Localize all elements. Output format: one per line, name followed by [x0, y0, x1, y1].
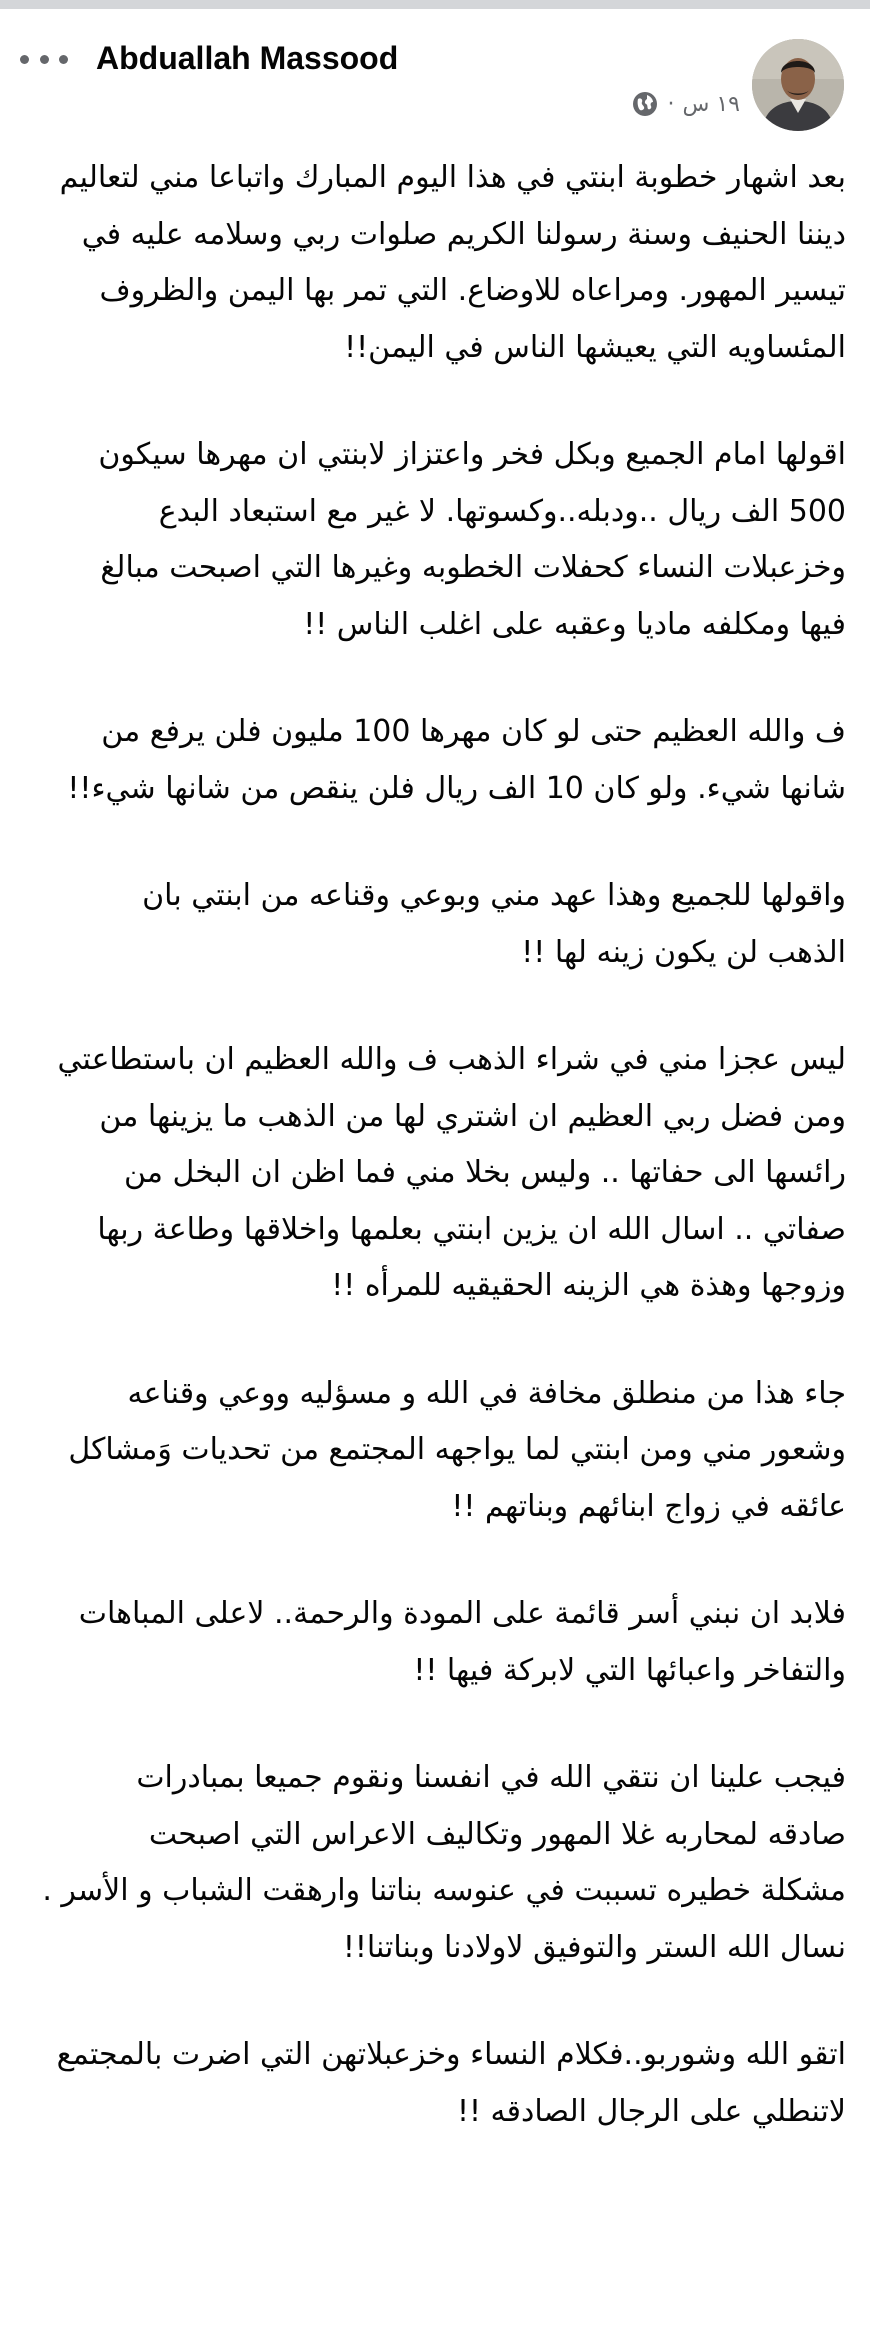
post-paragraph: اتقو الله وشوربو..فكلام النساء وخزعبلاتهن التي اضرت بالمجتمع لاتنطلي على الرجال الصادقه !!	[56, 2037, 846, 2129]
post-timestamp[interactable]: ١٩ س	[682, 91, 740, 117]
author-name[interactable]: Abduallah Massood	[96, 40, 399, 76]
post-paragraph: اقولها امام الجميع وبكل فخر واعتزاز لابنتي ان مهرها سيكون 500 الف ريال ..ودبله..وكسوتها. لا غير مع استبعاد البدع وخزعبلات النساء كحفلات الخطوبه وغيرها التي اصبحت مبالغ فيها ومكلفه ماديا وعقبه على اغلب الناس !!	[98, 437, 846, 642]
author-avatar[interactable]	[752, 39, 844, 131]
more-dot-icon	[20, 55, 29, 64]
post-paragraph: فلابد ان نبني أسر قائمة على المودة والرحمة.. لاعلى المباهات والتفاخر واعبائها التي لابركة فيها !!	[78, 1596, 846, 1688]
post-paragraph: بعد اشهار خطوبة ابنتي في هذا اليوم المبارك واتباعا مني لتعاليم ديننا الحنيف وسنة رسولنا الكريم صلوات ربي وسلامه عليه في تيسير المهور. ومراعاه للاوضاع. التي تمر بها اليمن والظروف المئساويه التي يعيشها الناس في اليمن!!	[59, 160, 846, 365]
more-options-button[interactable]	[20, 47, 68, 71]
post-paragraph: ف والله العظيم حتى لو كان مهرها 100 مليون فلن يرفع من شانها شيء. ولو كان 10 الف ريال فلن ينقص من شانها شيء!!	[67, 714, 846, 806]
post-paragraph: فيجب علينا ان نتقي الله في انفسنا ونقوم جميعا بمبادرات صادقه لمحاربه غلا المهور وتكاليف الاعراس التي اصبحت مشكلة خطيره تسببت في عنوسه بناتنا وارهقت الشباب و الأسر . نسال الله الستر والتوفيق لاولادنا وبناتنا!!	[42, 1760, 846, 1965]
meta-separator: ·	[667, 91, 675, 117]
globe-icon	[632, 91, 658, 117]
post-paragraph: جاء هذا من منطلق مخافة في الله و مسؤليه ووعي وقناعه وشعور مني ومن ابنتي لما يواجهه المجتمع من تحديات وَمشاكل عائقه في زواج ابنائهم وبناتهم !!	[68, 1375, 846, 1524]
more-dot-icon	[40, 55, 49, 64]
post-body	[28, 150, 846, 2140]
post-paragraph: ليس عجزا مني في شراء الذهب ف والله العظيم ان باستطاعتي ومن فضل ربي العظيم ان اشتري لها من الذهب ما يزينها من رائسها الى حفاتها .. وليس بخلا مني فما اظن ان البخل من صفاتي .. اسال الله ان يزين ابنتي بعلمها واخلاقها وطاعة ربها وزوجها وهذة هي الزينه الحقيقيه للمرأه !!	[57, 1042, 846, 1303]
post-meta	[632, 91, 741, 117]
post-paragraph: واقولها للجميع وهذا عهد مني وبوعي وقناعه من ابنتي بان الذهب لن يكون زينه لها !!	[142, 878, 846, 970]
post-header	[0, 9, 870, 139]
top-strip	[0, 0, 870, 9]
more-dot-icon	[59, 55, 68, 64]
